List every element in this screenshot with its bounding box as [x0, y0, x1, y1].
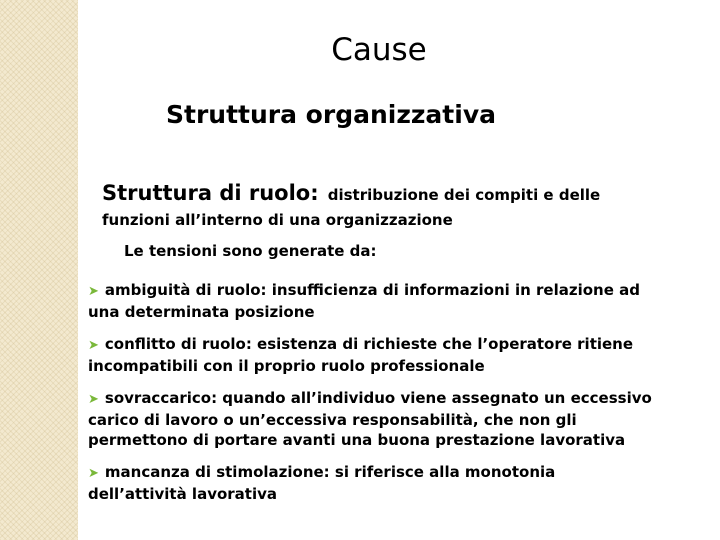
intro-text: Le tensioni sono generate da: [124, 242, 377, 260]
bullet-text-line: permettono di portare avanti una buona prestazione lavorativa [88, 431, 626, 449]
bullet-text-line: mancanza di stimolazione: si riferisce alla monotonia [104, 463, 556, 481]
bullet-item-ambiguita [88, 280, 708, 322]
bullet-text-line: sovraccarico: quando all’individuo viene assegnato un eccessivo [104, 389, 652, 407]
bullet-item-mancanza [88, 462, 708, 504]
bullet-item-conflitto [88, 334, 708, 376]
slide-title: Cause [331, 32, 427, 68]
slide-subtitle: Struttura organizzativa [166, 100, 496, 129]
definition-block [102, 178, 702, 230]
bullet-item-sovraccarico [88, 388, 708, 450]
bullet-text-line: conflitto di ruolo: esistenza di richieste che l’operatore ritiene [104, 335, 634, 353]
bullet-text-line: incompatibili con il proprio ruolo professionale [88, 357, 485, 375]
bullet-text-line: una determinata posizione [88, 303, 315, 321]
arrow-bullet-icon: ➤ [88, 466, 99, 481]
definition-line-1 [102, 178, 702, 210]
bullet-text-line: carico di lavoro o un’eccessiva responsabilità, che non gli [88, 411, 577, 429]
bullet-list [88, 280, 708, 516]
definition-text-1: distribuzione dei compiti e delle [327, 186, 601, 204]
arrow-bullet-icon: ➤ [88, 392, 99, 407]
arrow-bullet-icon: ➤ [88, 338, 99, 353]
arrow-bullet-icon: ➤ [88, 284, 99, 299]
definition-term: Struttura di ruolo: [102, 181, 319, 205]
definition-text-2: funzioni all’interno di una organizzazione [102, 211, 453, 229]
decorative-side-strip [0, 0, 78, 540]
bullet-text-line: ambiguità di ruolo: insufficienza di informazioni in relazione ad [104, 281, 640, 299]
bullet-text-line: dell’attività lavorativa [88, 485, 278, 503]
